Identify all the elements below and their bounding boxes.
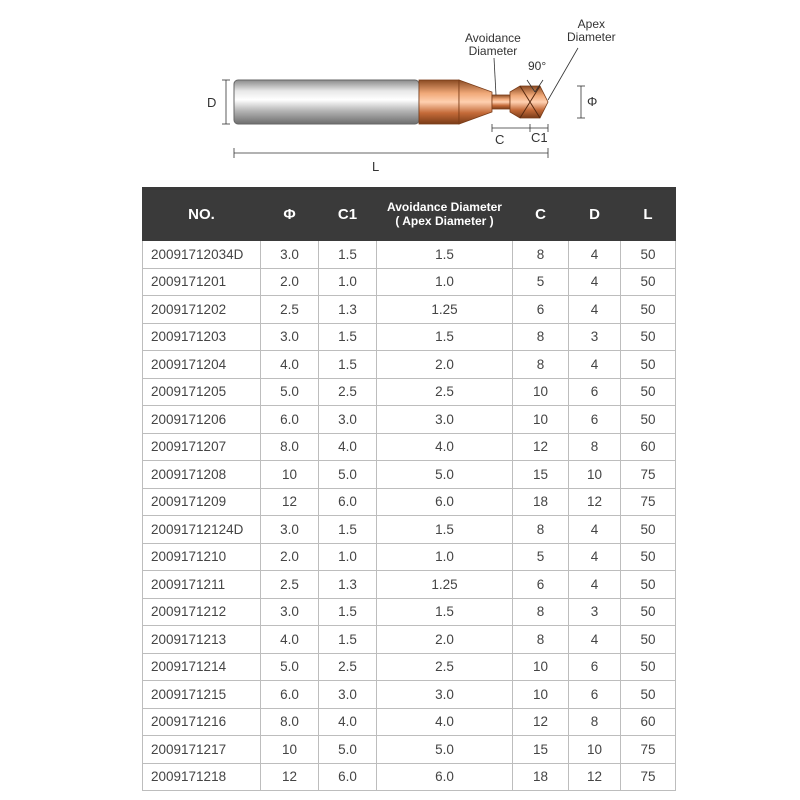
table-row <box>143 571 676 599</box>
table-row <box>143 736 676 764</box>
cell-avoidance: 1.0 <box>377 543 513 571</box>
label-phi: Φ <box>587 94 598 109</box>
cell-phi: 2.0 <box>261 268 319 296</box>
neck-taper <box>459 80 492 124</box>
cell-l: 75 <box>621 736 676 764</box>
cell-avoidance: 1.0 <box>377 268 513 296</box>
cell-l: 60 <box>621 708 676 736</box>
cell-d: 4 <box>569 543 621 571</box>
cell-c1: 3.0 <box>319 681 377 709</box>
label-avoidance-line1: Avoidance <box>465 31 521 45</box>
cell-c: 8 <box>513 241 569 269</box>
cell-phi: 12 <box>261 488 319 516</box>
cell-c: 8 <box>513 626 569 654</box>
cell-no: 2009171212 <box>143 598 261 626</box>
cell-phi: 5.0 <box>261 653 319 681</box>
cell-c1: 6.0 <box>319 488 377 516</box>
label-d: D <box>207 95 217 110</box>
cell-c: 10 <box>513 681 569 709</box>
cell-c1: 3.0 <box>319 406 377 434</box>
cell-no: 2009171210 <box>143 543 261 571</box>
cell-phi: 2.5 <box>261 296 319 324</box>
tool-diagram <box>0 0 800 185</box>
coated-body <box>419 80 459 124</box>
cell-l: 50 <box>621 378 676 406</box>
cell-c1: 5.0 <box>319 736 377 764</box>
cell-c: 15 <box>513 461 569 489</box>
cell-d: 8 <box>569 708 621 736</box>
label-l: L <box>372 159 380 174</box>
cell-d: 8 <box>569 433 621 461</box>
cell-d: 10 <box>569 461 621 489</box>
cell-c1: 1.3 <box>319 296 377 324</box>
cell-no: 2009171201 <box>143 268 261 296</box>
header-no: NO. <box>143 188 261 241</box>
cell-l: 50 <box>621 323 676 351</box>
cell-no: 2009171209 <box>143 488 261 516</box>
cell-l: 50 <box>621 653 676 681</box>
header-d: D <box>569 188 621 241</box>
cell-c: 10 <box>513 653 569 681</box>
header-c1: C1 <box>319 188 377 241</box>
cell-no: 2009171204 <box>143 351 261 379</box>
cell-no: 2009171217 <box>143 736 261 764</box>
cell-avoidance: 1.25 <box>377 296 513 324</box>
label-c1: C1 <box>531 130 548 145</box>
cell-d: 4 <box>569 296 621 324</box>
cell-phi: 6.0 <box>261 406 319 434</box>
cell-d: 6 <box>569 406 621 434</box>
label-apex-diameter <box>567 18 616 44</box>
cell-c1: 6.0 <box>319 763 377 791</box>
cell-no: 2009171215 <box>143 681 261 709</box>
cell-c1: 5.0 <box>319 461 377 489</box>
cell-d: 4 <box>569 571 621 599</box>
cell-avoidance: 4.0 <box>377 433 513 461</box>
cell-no: 2009171205 <box>143 378 261 406</box>
cell-c: 8 <box>513 516 569 544</box>
cell-c: 10 <box>513 406 569 434</box>
cell-c: 12 <box>513 433 569 461</box>
header-c: C <box>513 188 569 241</box>
cutting-head <box>510 86 548 118</box>
cell-avoidance: 1.5 <box>377 516 513 544</box>
cell-avoidance: 4.0 <box>377 708 513 736</box>
cell-d: 12 <box>569 763 621 791</box>
table-row <box>143 488 676 516</box>
cell-c1: 2.5 <box>319 378 377 406</box>
cell-c: 18 <box>513 488 569 516</box>
cell-phi: 4.0 <box>261 626 319 654</box>
cell-c1: 1.5 <box>319 516 377 544</box>
cell-l: 75 <box>621 763 676 791</box>
header-avoidance-line2: ( Apex Diameter ) <box>395 214 494 228</box>
cell-c: 6 <box>513 296 569 324</box>
cell-d: 4 <box>569 351 621 379</box>
cell-l: 60 <box>621 433 676 461</box>
cell-d: 3 <box>569 598 621 626</box>
table-row <box>143 763 676 791</box>
header-phi: Φ <box>261 188 319 241</box>
cell-c: 18 <box>513 763 569 791</box>
table-row <box>143 598 676 626</box>
cell-avoidance: 1.5 <box>377 323 513 351</box>
cell-phi: 3.0 <box>261 323 319 351</box>
cell-l: 50 <box>621 241 676 269</box>
cell-phi: 8.0 <box>261 433 319 461</box>
table-row <box>143 241 676 269</box>
cell-avoidance: 5.0 <box>377 736 513 764</box>
table-body <box>143 241 676 791</box>
cell-d: 6 <box>569 681 621 709</box>
table-row <box>143 323 676 351</box>
table-row <box>143 406 676 434</box>
cell-phi: 8.0 <box>261 708 319 736</box>
cell-no: 2009171218 <box>143 763 261 791</box>
cell-avoidance: 3.0 <box>377 406 513 434</box>
cell-phi: 6.0 <box>261 681 319 709</box>
cell-d: 3 <box>569 323 621 351</box>
cell-no: 2009171207 <box>143 433 261 461</box>
table-row <box>143 708 676 736</box>
cell-avoidance: 6.0 <box>377 488 513 516</box>
cell-c1: 4.0 <box>319 708 377 736</box>
cell-d: 4 <box>569 241 621 269</box>
cell-avoidance: 2.0 <box>377 351 513 379</box>
cell-avoidance: 1.5 <box>377 241 513 269</box>
table-header-row <box>143 188 676 241</box>
cell-avoidance: 1.5 <box>377 598 513 626</box>
table-row <box>143 461 676 489</box>
cell-avoidance: 6.0 <box>377 763 513 791</box>
neck <box>492 95 510 109</box>
table-row <box>143 543 676 571</box>
cell-phi: 10 <box>261 461 319 489</box>
cell-phi: 12 <box>261 763 319 791</box>
cell-l: 50 <box>621 406 676 434</box>
label-angle: 90° <box>528 59 547 73</box>
cell-c: 12 <box>513 708 569 736</box>
cell-no: 2009171203 <box>143 323 261 351</box>
cell-c1: 1.3 <box>319 571 377 599</box>
cell-phi: 3.0 <box>261 598 319 626</box>
cell-no: 2009171214 <box>143 653 261 681</box>
cell-d: 4 <box>569 516 621 544</box>
cell-c1: 1.5 <box>319 323 377 351</box>
cell-c: 8 <box>513 598 569 626</box>
cell-d: 12 <box>569 488 621 516</box>
label-apex-line2: Diameter <box>567 30 616 44</box>
cell-avoidance: 5.0 <box>377 461 513 489</box>
cell-c: 15 <box>513 736 569 764</box>
spec-table <box>142 187 676 791</box>
cell-l: 50 <box>621 516 676 544</box>
cell-l: 50 <box>621 296 676 324</box>
cell-c1: 1.5 <box>319 351 377 379</box>
cell-no: 2009171208 <box>143 461 261 489</box>
end-mill-drawing <box>0 0 800 185</box>
cell-avoidance: 3.0 <box>377 681 513 709</box>
cell-c1: 1.0 <box>319 543 377 571</box>
cell-l: 50 <box>621 681 676 709</box>
cell-c1: 1.5 <box>319 598 377 626</box>
label-c: C <box>495 132 505 147</box>
cell-avoidance: 2.5 <box>377 378 513 406</box>
cell-phi: 5.0 <box>261 378 319 406</box>
cell-d: 4 <box>569 626 621 654</box>
cell-l: 50 <box>621 571 676 599</box>
cell-avoidance: 2.0 <box>377 626 513 654</box>
cell-c: 8 <box>513 323 569 351</box>
label-avoidance-diameter <box>465 32 521 58</box>
cell-phi: 2.5 <box>261 571 319 599</box>
cell-l: 75 <box>621 488 676 516</box>
cell-avoidance: 1.25 <box>377 571 513 599</box>
cell-no: 20091712124D <box>143 516 261 544</box>
table-row <box>143 653 676 681</box>
cell-phi: 2.0 <box>261 543 319 571</box>
shank <box>234 80 419 124</box>
cell-c1: 1.5 <box>319 626 377 654</box>
cell-d: 10 <box>569 736 621 764</box>
cell-c1: 1.0 <box>319 268 377 296</box>
table-row <box>143 378 676 406</box>
cell-l: 50 <box>621 351 676 379</box>
cell-l: 50 <box>621 598 676 626</box>
cell-no: 2009171213 <box>143 626 261 654</box>
table-row <box>143 433 676 461</box>
cell-c: 5 <box>513 268 569 296</box>
label-apex-line1: Apex <box>577 17 606 31</box>
cell-no: 2009171202 <box>143 296 261 324</box>
table-row <box>143 626 676 654</box>
cell-phi: 3.0 <box>261 241 319 269</box>
cell-c1: 1.5 <box>319 241 377 269</box>
cell-c: 10 <box>513 378 569 406</box>
header-avoidance <box>377 188 513 241</box>
header-avoidance-line1: Avoidance Diameter <box>387 200 502 214</box>
table-row <box>143 296 676 324</box>
table-row <box>143 268 676 296</box>
cell-phi: 3.0 <box>261 516 319 544</box>
cell-no: 20091712034D <box>143 241 261 269</box>
cell-l: 50 <box>621 626 676 654</box>
cell-c: 6 <box>513 571 569 599</box>
table-row <box>143 516 676 544</box>
cell-l: 75 <box>621 461 676 489</box>
cell-l: 50 <box>621 268 676 296</box>
table-row <box>143 351 676 379</box>
header-l: L <box>621 188 676 241</box>
cell-d: 6 <box>569 653 621 681</box>
label-avoidance-line2: Diameter <box>468 44 518 58</box>
cell-phi: 10 <box>261 736 319 764</box>
cell-avoidance: 2.5 <box>377 653 513 681</box>
cell-c: 5 <box>513 543 569 571</box>
cell-no: 2009171206 <box>143 406 261 434</box>
cell-phi: 4.0 <box>261 351 319 379</box>
cell-d: 6 <box>569 378 621 406</box>
cell-no: 2009171211 <box>143 571 261 599</box>
cell-c1: 2.5 <box>319 653 377 681</box>
cell-l: 50 <box>621 543 676 571</box>
cell-d: 4 <box>569 268 621 296</box>
cell-no: 2009171216 <box>143 708 261 736</box>
cell-c1: 4.0 <box>319 433 377 461</box>
table-row <box>143 681 676 709</box>
cell-c: 8 <box>513 351 569 379</box>
